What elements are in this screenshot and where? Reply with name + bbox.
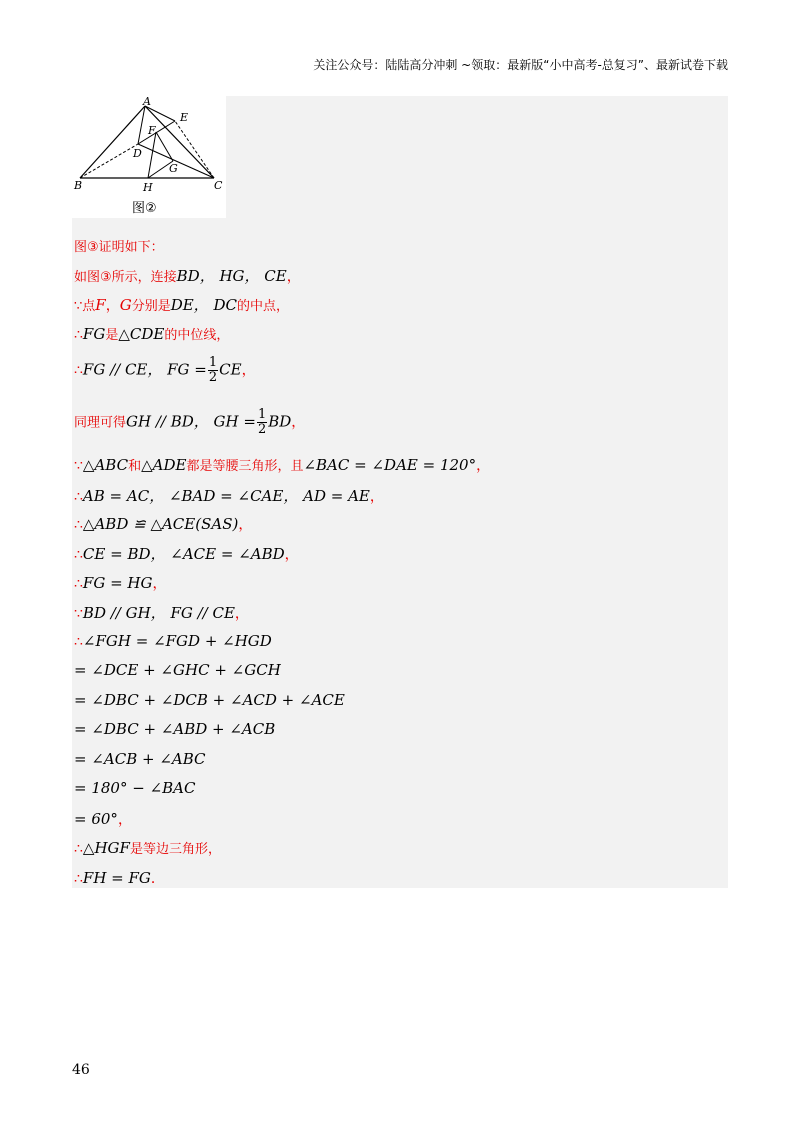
vertex-d-label: D xyxy=(133,147,142,160)
fraction-half: $\frac{1}{2}$ xyxy=(257,407,267,437)
vertex-b-label: B xyxy=(74,179,83,192)
proof-line-14: = ∠DCE + ∠GHC + ∠GCH xyxy=(74,661,281,679)
proof-line-17: = ∠ACB + ∠ABC xyxy=(74,750,206,768)
proof-line-13: ∴∠FGH = ∠FGD + ∠HGD xyxy=(74,632,272,650)
proof-line-9: ∴△ABD ≌ △ACE(SAS)， xyxy=(74,515,253,533)
vertex-f-label: F xyxy=(148,124,156,137)
vertex-a-label: A xyxy=(143,96,151,108)
proof-line-8: ∴AB = AC， ∠BAD = ∠CAE， AD = AE， xyxy=(74,487,384,505)
proof-line-7: ∵△ABC和△ADE都是等腰三角形，且∠BAC = ∠DAE = 120°， xyxy=(74,456,491,474)
page-number: 46 xyxy=(72,1062,90,1078)
vertex-e-label: E xyxy=(180,111,189,124)
proof-line-10: ∴CE = BD， ∠ACE = ∠ABD， xyxy=(74,545,299,563)
proof-line-19: = 60°， xyxy=(74,810,132,828)
proof-line-4: ∴FG是△CDE的中位线， xyxy=(74,325,230,343)
proof-block xyxy=(72,218,728,888)
page-header: 关注公众号：陆陆高分冲刺 ~领取：最新版“小中高考-总复习”、最新试卷下载 xyxy=(313,58,728,72)
vertex-h-label: H xyxy=(143,181,153,194)
fraction-half: $\frac{1}{2}$ xyxy=(208,355,218,385)
geometry-figure xyxy=(72,96,226,218)
figure-gray-background xyxy=(226,96,728,218)
proof-line-12: ∵BD // GH， FG // CE， xyxy=(74,604,249,622)
proof-line-2: 如图③所示，连接BD， HG， CE， xyxy=(74,267,301,285)
triangle-diagram xyxy=(72,96,226,218)
proof-line-11: ∴FG = HG， xyxy=(74,574,167,592)
proof-line-6: 同理可得GH // BD， GH = $\frac{1}{2}$ BD， xyxy=(74,407,306,437)
vertex-c-label: C xyxy=(214,179,223,192)
proof-line-21: ∴FH = FG． xyxy=(74,869,165,887)
proof-line-20: ∴△HGF是等边三角形， xyxy=(74,839,221,857)
proof-line-3: ∵点F，G分别是DE， DC的中点， xyxy=(74,296,289,314)
proof-line-5: ∴FG // CE， FG = $\frac{1}{2}$ CE， xyxy=(74,355,256,385)
vertex-g-label: G xyxy=(169,162,178,175)
proof-line-18: = 180° − ∠BAC xyxy=(74,779,196,797)
proof-line-16: = ∠DBC + ∠ABD + ∠ACB xyxy=(74,720,276,738)
figure-caption: 图② xyxy=(132,201,157,216)
proof-line-15: = ∠DBC + ∠DCB + ∠ACD + ∠ACE xyxy=(74,691,345,709)
proof-line-1: 图③证明如下： xyxy=(74,240,164,255)
